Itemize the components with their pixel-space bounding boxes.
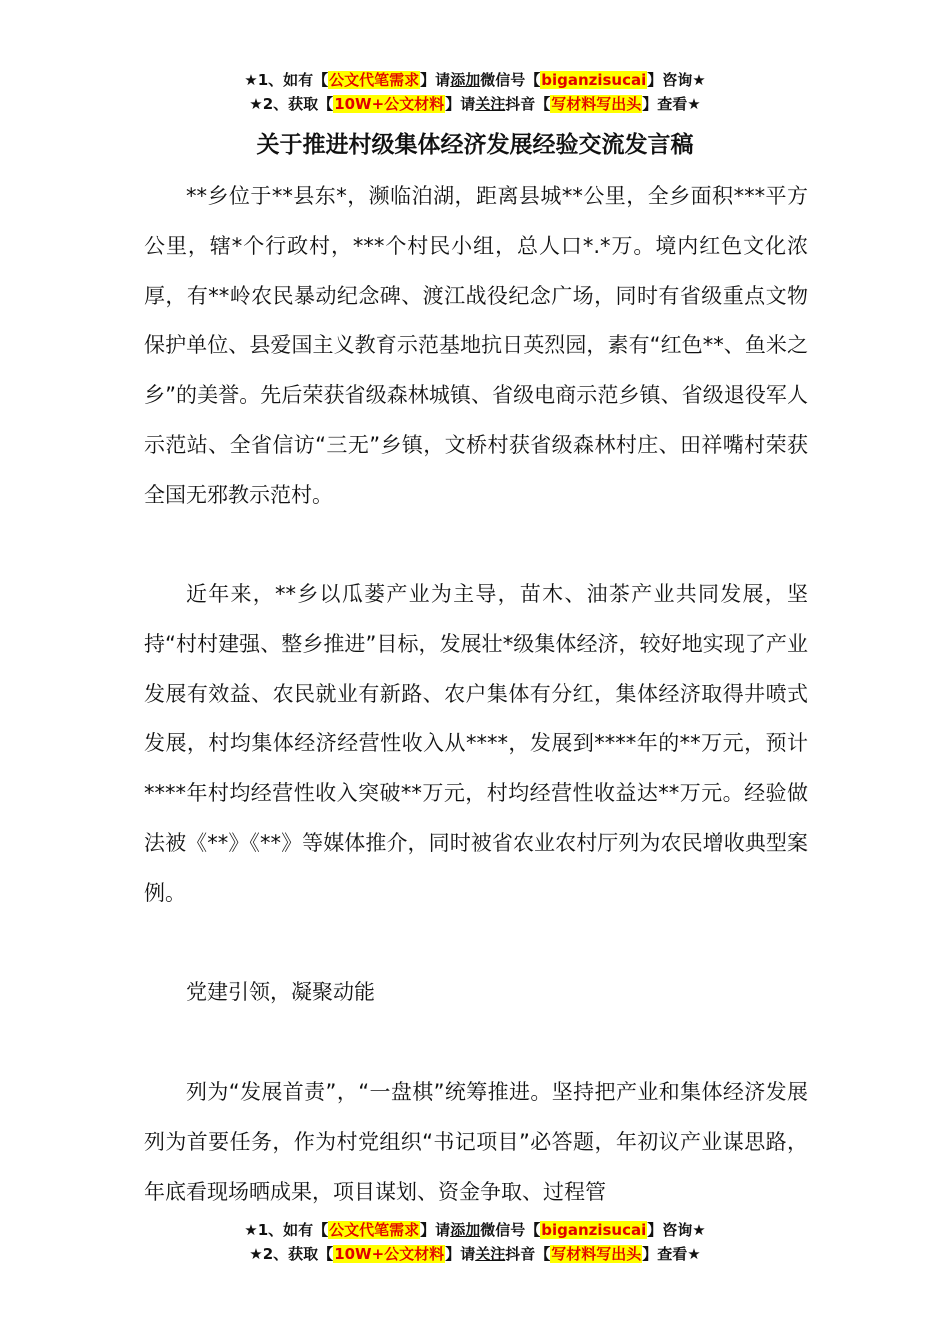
underline-add: 添加 [450, 71, 481, 89]
highlight-materials: 10W+公文材料 [334, 1245, 445, 1263]
banner-line-2: ★2、获取【10W+公文材料】请关注抖音【写材料写出头】查看★ [249, 1245, 701, 1263]
document-title: 关于推进村级集体经济发展经验交流发言稿 [256, 132, 694, 158]
highlight-service: 公文代笔需求 [329, 1221, 420, 1239]
header-banner [0, 68, 950, 116]
paragraph-intro: **乡位于**县东*，濒临泊湖，距离县城**公里，全乡面积***平方公里，辖*个行政村，***个村民小组，总人口*.*万。境内红色文化浓厚，有**岭农民暴动纪念碑、渡江战役纪念广场，同时有省级重点文物保护单位、县爱国主义教育示范基地抗日英烈园，素有“红色**、鱼米之乡”的美誉。先后荣获省级森林城镇、省级电商示范乡镇、省级退役军人示范站、全省信访“三无”乡镇，文桥村获省级森林村庄、田祥嘴村荣获全国无邪教示范村。 [144, 184, 808, 507]
footer-banner [0, 1218, 950, 1266]
highlight-douyin: 写材料写出头 [551, 1245, 642, 1263]
highlight-wechat-id: biganzisucai [541, 1221, 647, 1239]
underline-follow: 关注 [475, 95, 506, 113]
highlight-wechat-id: biganzisucai [541, 71, 647, 89]
paragraph-party-building: 列为“发展首责”，“一盘棋”统筹推进。坚持把产业和集体经济发展列为首要任务，作为村党组织“书记项目”必答题，年初议产业谋思路，年底看现场晒成果，项目谋划、资金争取、过程管 [144, 1080, 808, 1204]
underline-add: 添加 [450, 1221, 481, 1239]
highlight-douyin: 写材料写出头 [551, 95, 642, 113]
highlight-service: 公文代笔需求 [329, 71, 420, 89]
banner-line-2: ★2、获取【10W+公文材料】请关注抖音【写材料写出头】查看★ [249, 95, 701, 113]
section-heading: 党建引领，凝聚动能 [186, 980, 375, 1004]
banner-line-1: ★1、如有【公文代笔需求】请添加微信号【biganzisucai】咨询★ [244, 71, 706, 89]
paragraph-achievements: 近年来，**乡以瓜蒌产业为主导，苗木、油茶产业共同发展，坚持“村村建强、整乡推进”目标，发展壮*级集体经济，较好地实现了产业发展有效益、农民就业有新路、农户集体有分红，集体经济取得井喷式发展，村均集体经济经营性收入从****，发展到****年的**万元，预计****年村均经营性收入突破**万元，村均经营性收益达**万元。经验做法被《**》《**》等媒体推介，同时被省农业农村厅列为农民增收典型案例。 [144, 582, 808, 905]
highlight-materials: 10W+公文材料 [334, 95, 445, 113]
banner-line-1: ★1、如有【公文代笔需求】请添加微信号【biganzisucai】咨询★ [244, 1221, 706, 1239]
underline-follow: 关注 [475, 1245, 506, 1263]
